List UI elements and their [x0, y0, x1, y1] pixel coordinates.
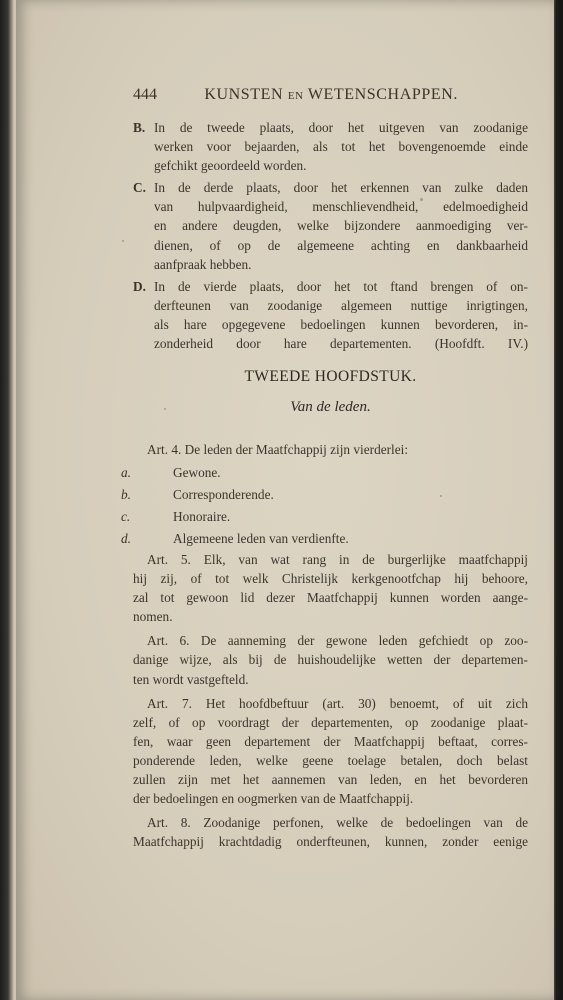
list-label: a. — [121, 465, 131, 481]
text-line: Art. 6. De aanneming der gewone leden gefchiedt op zoo- — [147, 633, 528, 649]
item-label: B. — [133, 120, 146, 135]
page-number: 444 — [133, 86, 157, 103]
text-line: dienen, of op de algemeene achting en dankbaarheid — [154, 237, 528, 253]
text-line: danige wijze, als bij de huishoudelijke wetten der departemen- — [133, 652, 528, 668]
text-line: der bedoelingen en oogmerken van de Maatfchappij. — [133, 791, 414, 807]
list-item — [121, 529, 528, 548]
paper-speck — [122, 240, 124, 242]
list-text: Gewone. — [173, 465, 221, 481]
text-line: In de derde plaats, door het erkennen van zulke daden — [154, 180, 528, 196]
list-label: b. — [121, 487, 131, 503]
text-line: van hulpvaardigheid, menschlievendheid, edelmoedigheid — [154, 199, 528, 215]
text-line: ponderende leden, welke geene toelage betalen, doch belast — [133, 752, 528, 768]
article-4 — [121, 440, 528, 548]
text-line: hij zij, of tot welk Christelijk kerkgenootfchap hij behoore, — [133, 571, 528, 587]
running-header — [133, 86, 458, 104]
text-line: aanfpraak hebben. — [154, 256, 252, 272]
running-title — [204, 86, 458, 104]
text-line: en andere deugden, welke bijzondere aanmoediging ver- — [154, 218, 528, 234]
article-8 — [133, 813, 528, 851]
running-title-part2: WETENSCHAPPEN. — [307, 86, 458, 103]
items-section — [133, 118, 528, 353]
list-item — [121, 507, 528, 526]
text-line: zonderheid door hare departementen. (Hoofdft. IV.) — [154, 336, 528, 352]
list-text: Honoraire. — [173, 509, 231, 525]
chapter-title: TWEEDE HOOFDSTUK. — [244, 368, 417, 385]
item-label: D. — [133, 278, 146, 294]
text-line: Maatfchappij krachtdadig onderfteunen, kunnen, zonder eenige — [133, 834, 528, 850]
text-line: ten wordt vastgefteld. — [133, 671, 249, 687]
text-line: Art. 5. Elk, van wat rang in de burgerlijke maatfchappij — [147, 552, 528, 567]
list-text: Corresponderende. — [173, 487, 274, 503]
articles-5-8 — [133, 550, 528, 851]
running-title-conj: EN — [287, 90, 304, 102]
running-title-part1: KUNSTEN — [204, 86, 284, 103]
list-item — [121, 463, 528, 482]
list-label: d. — [121, 531, 131, 547]
article-intro: Art. 4. De leden der Maatfchappij zijn vierderlei: — [147, 442, 409, 457]
text-line: gefchikt geoordeeld worden. — [154, 158, 307, 174]
text-line: zal tot gewoon lid dezer Maatfchappij kunnen worden aange- — [133, 590, 528, 606]
text-line: In de vierde plaats, door het tot ftand brengen of on- — [154, 278, 528, 294]
list-label: c. — [121, 509, 131, 525]
text-line: als hare opgegevene bedoelingen kunnen bevorderen, in- — [154, 316, 528, 332]
article-6 — [133, 631, 528, 688]
text-line: In de tweede plaats, door het uitgeven van zoodanige — [154, 120, 528, 135]
text-line: werken voor bejaarden, als tot het bovengenoemde einde — [154, 139, 528, 155]
item-label: C. — [133, 180, 146, 196]
chapter-subtitle: Van de leden. — [290, 399, 371, 415]
text-line: fen, waar geen departement der Maatfchappij beftaat, corres- — [133, 733, 528, 749]
text-line: Art. 7. Het hoofdbeftuur (art. 30) benoemt, of uit zich — [147, 695, 528, 711]
article-7 — [133, 694, 528, 809]
text-line: zullen zijn met het aannemen van leden, en het bevorderen — [133, 772, 528, 788]
text-line: Art. 8. Zoodanige perfonen, welke de bedoelingen van de — [147, 815, 528, 831]
article-5 — [133, 550, 528, 626]
text-line: zelf, of op voordragt der departementen, op zoodanige plaat- — [133, 714, 528, 730]
list-item — [121, 485, 528, 504]
text-line: nomen. — [133, 609, 173, 625]
item-b — [133, 118, 528, 175]
item-c — [133, 178, 528, 273]
list-text: Algemeene leden van verdienfte. — [173, 531, 349, 547]
item-d — [133, 277, 528, 353]
text-line: derfteunen van zoodanige algemeen nuttige inrigtingen, — [154, 297, 528, 313]
